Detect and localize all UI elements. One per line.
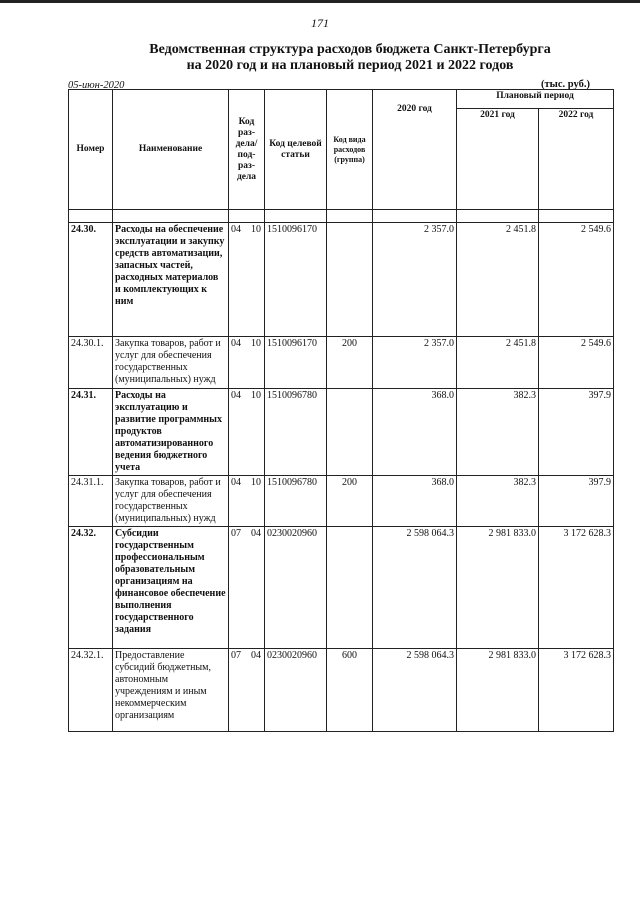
header-target: Код целевой статьи [265,90,327,210]
row-section: 07 04 [229,649,265,732]
document-date: 05-июн-2020 [68,80,125,91]
header-planned: Плановый период [457,90,614,109]
header-2020: 2020 год [373,90,457,210]
row-type [327,223,373,337]
units-label: (тыс. руб.) [541,79,590,90]
row-name: Субсидии государственным профессиональным образовательным организациям на финансовое обеспечение выполнения государственного задания [113,527,229,649]
row-target: 1510096170 [265,337,327,389]
row-2021: 2 981 833.0 [457,649,539,732]
header-section: Код раз- дела/ под- раз- дела [229,90,265,210]
row-2020: 368.0 [373,389,457,476]
row-target: 1510096780 [265,389,327,476]
table-row [69,649,614,732]
row-section: 04 10 [229,389,265,476]
row-2021: 382.3 [457,476,539,527]
row-type: 600 [327,649,373,732]
header-number: Номер [69,90,113,210]
title-line-1: Ведомственная структура расходов бюджета Санкт-Петербурга [149,42,551,57]
row-section: 04 10 [229,337,265,389]
row-number: 24.31.1. [69,476,113,527]
row-number: 24.32.1. [69,649,113,732]
row-target: 1510096170 [265,223,327,337]
table-row [69,389,614,476]
row-2022: 3 172 628.3 [539,649,614,732]
row-name: Закупка товаров, работ и услуг для обеспечения государственных (муниципальных) нужд [113,337,229,389]
row-2021: 2 451.8 [457,337,539,389]
row-type: 200 [327,476,373,527]
row-2020: 2 598 064.3 [373,649,457,732]
row-name: Предоставление субсидий бюджетным, автономным учреждениям и иным некоммерческим организациям [113,649,229,732]
header-name: Наименование [113,90,229,210]
row-number: 24.31. [69,389,113,476]
row-section: 07 04 [229,527,265,649]
row-type [327,527,373,649]
table-row [69,223,614,337]
header-2022: 2022 год [539,109,614,210]
row-section: 04 10 [229,223,265,337]
table-row [69,337,614,389]
row-number: 24.30. [69,223,113,337]
header-2021: 2021 год [457,109,539,210]
page-number: 171 [311,16,329,30]
budget-table [68,89,614,732]
row-number: 24.30.1. [69,337,113,389]
title-line-2: на 2020 год и на плановый период 2021 и 2022 годов [186,58,514,73]
row-target: 0230020960 [265,649,327,732]
row-name: Закупка товаров, работ и услуг для обеспечения государственных (муниципальных) нужд [113,476,229,527]
row-2021: 382.3 [457,389,539,476]
row-name: Расходы на эксплуатацию и развитие программных продуктов автоматизированного ведения бюджетного учета [113,389,229,476]
row-2021: 2 981 833.0 [457,527,539,649]
row-name: Расходы на обеспечение эксплуатации и закупку средств автоматизации, запасных частей, расходных материалов и комплектующих к ним [113,223,229,337]
row-2022: 2 549.6 [539,337,614,389]
row-type [327,389,373,476]
document-title [60,42,640,74]
row-number: 24.32. [69,527,113,649]
row-2021: 2 451.8 [457,223,539,337]
row-target: 1510096780 [265,476,327,527]
row-target: 0230020960 [265,527,327,649]
row-2022: 3 172 628.3 [539,527,614,649]
row-2022: 397.9 [539,389,614,476]
row-2020: 368.0 [373,476,457,527]
row-2022: 2 549.6 [539,223,614,337]
top-rule [0,0,640,3]
table-row [69,476,614,527]
row-2020: 2 357.0 [373,337,457,389]
row-section: 04 10 [229,476,265,527]
row-2022: 397.9 [539,476,614,527]
row-2020: 2 598 064.3 [373,527,457,649]
row-2020: 2 357.0 [373,223,457,337]
header-expense-type: Код вида расходов (группа) [327,90,373,210]
table-row [69,527,614,649]
spacer-row [69,210,614,223]
row-type: 200 [327,337,373,389]
